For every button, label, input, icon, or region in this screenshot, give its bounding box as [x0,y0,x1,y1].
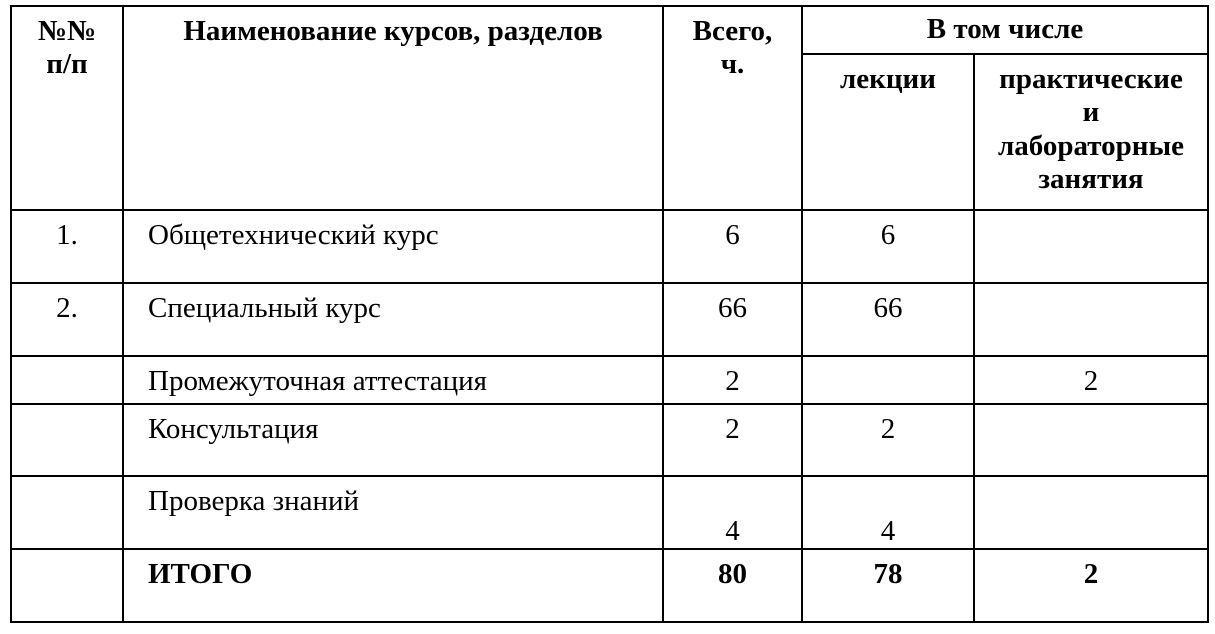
row-number [11,356,123,404]
row-name: Промежуточная аттестация [123,356,663,404]
row-practical: 2 [974,356,1208,404]
header-total: Всего, ч. [663,6,802,210]
row-lectures: 2 [802,404,974,476]
row-name: Консультация [123,404,663,476]
row-total: 66 [663,283,802,356]
row-practical [974,476,1208,549]
row-lectures: 78 [802,549,974,622]
table-row [11,404,1208,476]
row-practical: 2 [974,549,1208,622]
row-total: 2 [663,356,802,404]
row-number: 2. [11,283,123,356]
row-name: ИТОГО [123,549,663,622]
row-number [11,549,123,622]
row-total: 4 [663,476,802,549]
table-row [11,356,1208,404]
header-practical: практические и лабораторные занятия [974,54,1208,210]
table-row [11,210,1208,283]
header-lectures: лекции [802,54,974,210]
row-name: Проверка знаний [123,476,663,549]
row-lectures: 66 [802,283,974,356]
curriculum-table [10,5,1209,623]
row-name: Общетехнический курс [123,210,663,283]
header-including: В том числе [802,6,1208,54]
row-number [11,476,123,549]
row-number [11,404,123,476]
row-number: 1. [11,210,123,283]
row-practical [974,283,1208,356]
row-total: 6 [663,210,802,283]
header-name: Наименование курсов, разделов [123,6,663,210]
table-row [11,283,1208,356]
table-row [11,476,1208,549]
header-row-1 [11,6,1208,54]
row-lectures [802,356,974,404]
row-lectures: 6 [802,210,974,283]
row-practical [974,404,1208,476]
row-lectures: 4 [802,476,974,549]
total-row [11,549,1208,622]
row-total: 80 [663,549,802,622]
header-number: №№ п/п [11,6,123,210]
row-name: Специальный курс [123,283,663,356]
row-total: 2 [663,404,802,476]
row-practical [974,210,1208,283]
